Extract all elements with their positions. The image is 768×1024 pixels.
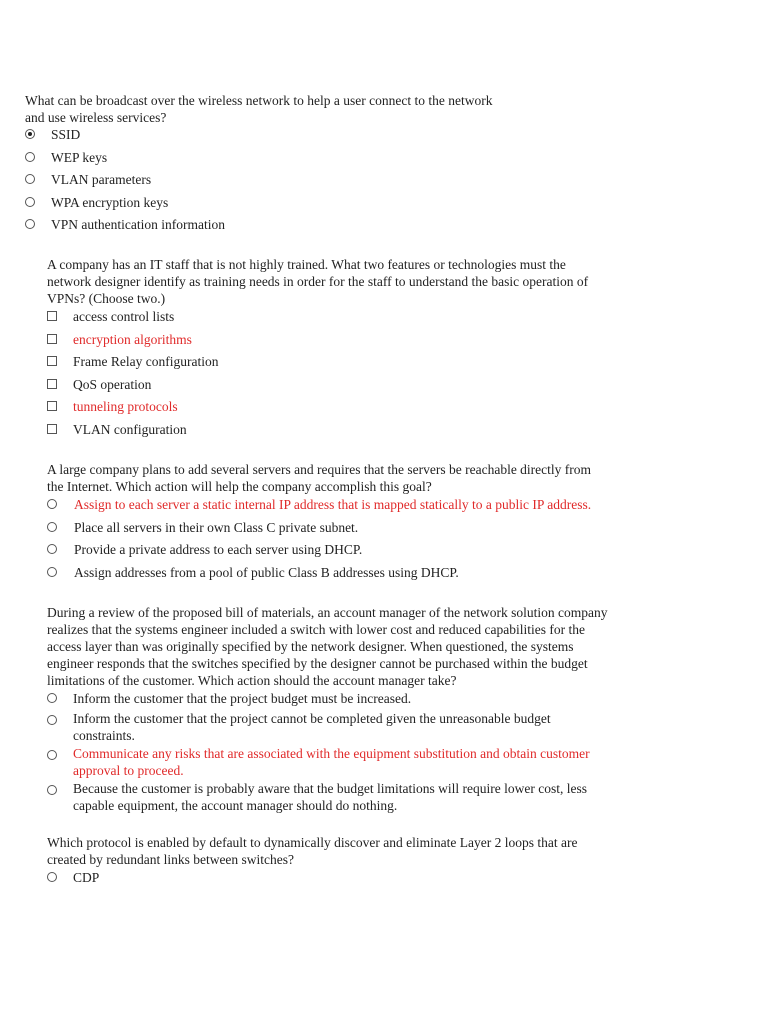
checkbox-icon[interactable] [47, 311, 57, 321]
radio-icon[interactable] [47, 750, 57, 760]
q3-option-class-c[interactable]: Place all servers in their own Class C private subnet. [47, 521, 591, 544]
checkbox-icon[interactable] [47, 356, 57, 366]
q2-option-acl[interactable]: access control lists [47, 310, 588, 333]
radio-icon[interactable] [25, 219, 35, 229]
question-4 [47, 604, 607, 817]
q3-option-static-nat[interactable]: Assign to each server a static internal IP address that is mapped statically to a public IP address. [47, 498, 591, 521]
question-1 [25, 92, 492, 241]
question-5-stem: Which protocol is enabled by default to dynamically discover and eliminate Layer 2 loops that are created by redundant links between switches? [47, 835, 578, 867]
q2-option-frame-relay[interactable]: Frame Relay configuration [47, 355, 588, 378]
checkbox-icon[interactable] [47, 424, 57, 434]
question-3 [47, 461, 591, 588]
checkbox-icon[interactable] [47, 334, 57, 344]
q4-option-communicate-risks[interactable]: Communicate any risks that are associated with the equipment substitution and obtain customer approval to proceed. [47, 747, 607, 782]
checkbox-icon[interactable] [47, 379, 57, 389]
question-2-stem: A company has an IT staff that is not highly trained. What two features or technologies must the network designer identify as training needs in order for the staff to understand the basic operation of VPNs? (Choose two.) [47, 257, 589, 306]
question-5 [47, 834, 577, 894]
q1-option-wep-keys[interactable]: WEP keys [25, 151, 492, 174]
q1-option-vpn-auth[interactable]: VPN authentication information [25, 218, 492, 241]
q4-option-increase-budget[interactable]: Inform the customer that the project budget must be increased. [47, 692, 607, 712]
question-4-stem: During a review of the proposed bill of materials, an account manager of the network solution company realizes that the systems engineer included a switch with lower cost and reduced capabilities for the access layer than was originally specified by the network designer. When questioned, the systems engineer responds that the switches specified by the designer cannot be purchased within the budget limitations of the customer. Which action should the account manager take? [47, 605, 608, 688]
radio-icon[interactable] [47, 499, 57, 509]
question-1-stem: What can be broadcast over the wireless network to help a user connect to the network and use wireless services? [25, 93, 493, 125]
radio-icon[interactable] [47, 544, 57, 554]
question-3-stem: A large company plans to add several servers and requires that the servers be reachable directly from the Internet. Which action will help the company accomplish this goal? [47, 462, 592, 494]
checkbox-icon[interactable] [47, 401, 57, 411]
q2-option-encryption[interactable]: encryption algorithms [47, 333, 588, 356]
question-2 [47, 256, 588, 446]
q1-option-wpa-keys[interactable]: WPA encryption keys [25, 196, 492, 219]
q2-option-qos[interactable]: QoS operation [47, 378, 588, 401]
radio-icon[interactable] [47, 715, 57, 725]
radio-selected-icon[interactable] [25, 129, 35, 139]
q1-option-vlan-parameters[interactable]: VLAN parameters [25, 173, 492, 196]
q4-option-do-nothing[interactable]: Because the customer is probably aware that the budget limitations will require lower cost, less capable equipment, the account manager should do nothing. [47, 782, 607, 817]
radio-icon[interactable] [47, 785, 57, 795]
radio-icon[interactable] [47, 693, 57, 703]
radio-icon[interactable] [25, 174, 35, 184]
radio-icon[interactable] [47, 522, 57, 532]
q2-option-vlan-config[interactable]: VLAN configuration [47, 423, 588, 446]
radio-icon[interactable] [25, 197, 35, 207]
q4-option-cannot-complete[interactable]: Inform the customer that the project cannot be completed given the unreasonable budget constraints. [47, 712, 607, 747]
q3-option-class-b[interactable]: Assign addresses from a pool of public Class B addresses using DHCP. [47, 566, 591, 589]
radio-icon[interactable] [47, 567, 57, 577]
radio-icon[interactable] [47, 872, 57, 882]
q1-option-ssid[interactable]: SSID [25, 128, 492, 151]
q2-option-tunneling[interactable]: tunneling protocols [47, 400, 588, 423]
radio-icon[interactable] [25, 152, 35, 162]
q5-option-cdp[interactable]: CDP [47, 871, 577, 894]
q3-option-dhcp-private[interactable]: Provide a private address to each server using DHCP. [47, 543, 591, 566]
